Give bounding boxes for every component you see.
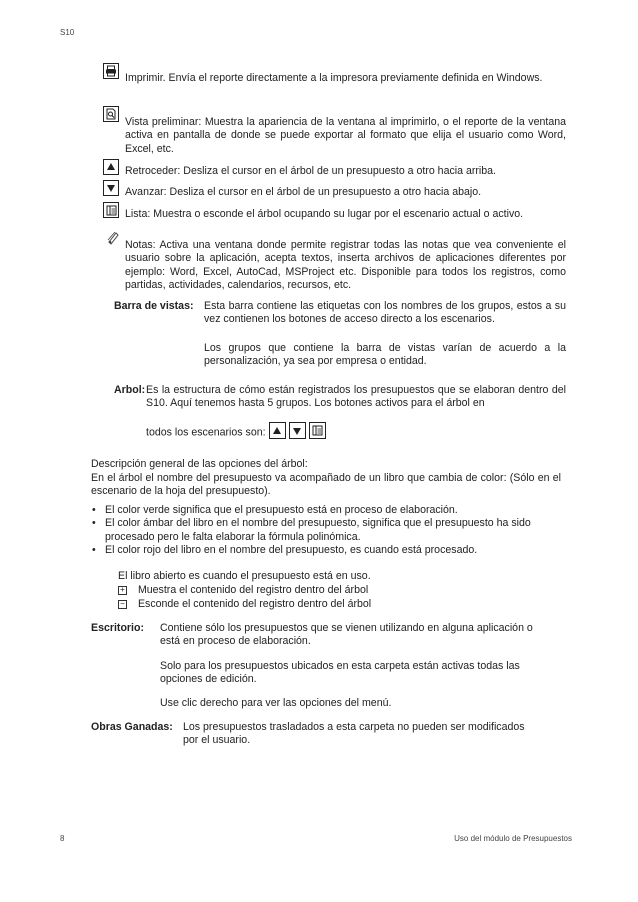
escritorio-p3: Use clic derecho para ver las opciones del menú.	[160, 697, 392, 709]
print-description: Imprimir. Envía el reporte directamente a la impresora previamente definida en Windows.	[125, 72, 543, 84]
arbol-p2: todos los escenarios son:	[146, 426, 266, 439]
libro-abierto-text: El libro abierto es cuando el presupuesto está en uso.	[118, 570, 371, 582]
notes-icon	[106, 231, 120, 245]
page-header: S10	[60, 28, 75, 37]
preview-description: Vista preliminar: Muestra la apariencia de la ventana al imprimirlo, o el reporte de la ventana activa en pantalla de donde se puede exportar al formato que elija el usuario como Word, Excel, etc.	[125, 116, 566, 155]
descripcion-intro: En el árbol el nombre del presupuesto va acompañado de un libro que cambia de color: (Sólo en el escenario de la hoja del presupuesto).	[91, 472, 561, 498]
arrow-up-icon	[269, 422, 286, 439]
collapse-icon: −	[118, 600, 127, 609]
expand-row	[118, 584, 368, 597]
arbol-p1: Es la estructura de cómo están registrados los presupuestos que se elaboran dentro del S10. Aquí tenemos hasta 5 grupos. Los botones activos para el árbol en	[146, 384, 566, 410]
arbol-label: Arbol:	[114, 384, 146, 396]
color-bullets	[91, 504, 561, 557]
arrow-down-icon	[289, 422, 306, 439]
expand-text: Muestra el contenido del registro dentro del árbol	[137, 584, 369, 596]
printer-icon	[103, 63, 119, 79]
list-icon	[103, 202, 119, 218]
descripcion-title: Descripción general de las opciones del árbol:	[91, 458, 308, 470]
barra-vistas-p1: Esta barra contiene las etiquetas con los nombres de los grupos, estos a su vez contienen los botones de acceso directo a los escenarios.	[204, 300, 566, 326]
barra-vistas-p2: Los grupos que contiene la barra de vistas varían de acuerdo a la personalización, ya sea por empresa o entidad.	[204, 342, 566, 368]
escritorio-p2: Solo para los presupuestos ubicados en esta carpeta están activas todas las opciones de edición.	[160, 660, 520, 686]
notes-description: Notas: Activa una ventana donde permite registrar todas las notas que vea conveniente el usuario sobre la aplicación, acepta textos, inserta archivos de aplicaciones diferentes por ejemplo: Word, Excel, AutoCad, MSProject etc. Disponible para todos los registros, como partidas, actividades, calendarios, recursos, etc.	[125, 239, 566, 291]
escritorio-p1: Contiene sólo los presupuestos que se vienen utilizando en alguna aplicación o está en proceso de elaboración.	[160, 622, 533, 648]
arbol-buttons	[269, 422, 326, 439]
footer-title: Uso del módulo de Presupuestos	[454, 834, 572, 843]
expand-icon: +	[118, 586, 127, 595]
list-description: Lista: Muestra o esconde el árbol ocupando su lugar por el escenario actual o activo.	[125, 208, 524, 220]
back-description: Retroceder: Desliza el cursor en el árbol de un presupuesto a otro hacia arriba.	[125, 165, 496, 177]
arrow-down-icon	[103, 180, 119, 196]
list-icon	[309, 422, 326, 439]
collapse-row	[118, 598, 371, 611]
list-item: • El color ámbar del libro en el nombre del presupuesto, significa que el presupuesto ha sido procesado pero le falta elaborar la fórmula polinómica.	[91, 517, 561, 544]
barra-vistas-label: Barra de vistas:	[114, 300, 194, 312]
collapse-text: Esconde el contenido del registro dentro del árbol	[137, 598, 372, 610]
list-item: • El color verde significa que el presupuesto está en proceso de elaboración.	[91, 504, 561, 517]
escritorio-label: Escritorio:	[91, 622, 144, 634]
obras-p1: Los presupuestos trasladados a esta carpeta no pueden ser modificados por el usuario.	[183, 721, 525, 747]
obras-label: Obras Ganadas:	[91, 721, 173, 733]
preview-icon	[103, 106, 119, 122]
list-item: • El color rojo del libro en el nombre del presupuesto, es cuando está procesado.	[91, 544, 561, 557]
arbol-p2-row	[146, 424, 326, 441]
page-number: 8	[60, 834, 65, 843]
forward-description: Avanzar: Desliza el cursor en el árbol de un presupuesto a otro hacia abajo.	[125, 186, 482, 198]
arrow-up-icon	[103, 159, 119, 175]
